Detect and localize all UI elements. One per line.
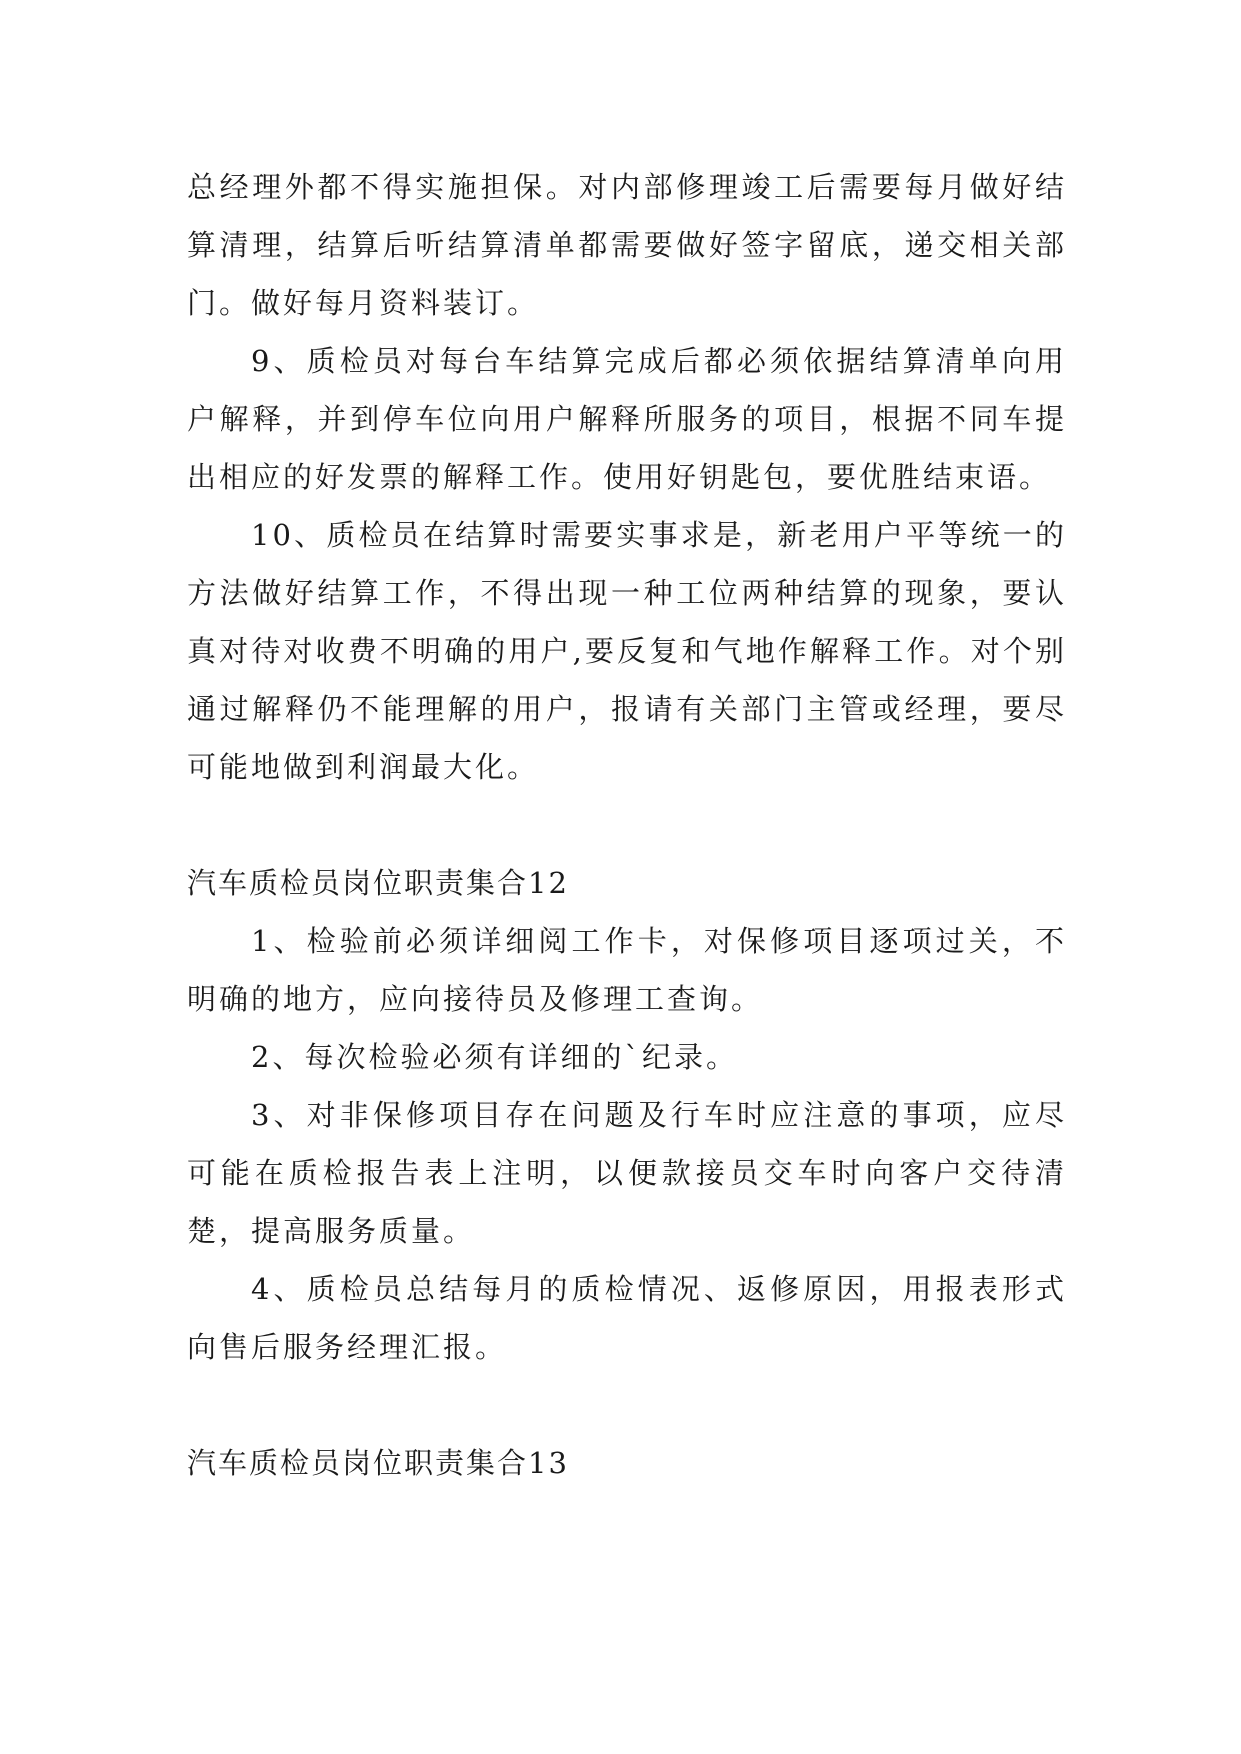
section-heading-13: 汽车质检员岗位职责集合13	[187, 1446, 569, 1480]
paragraph-item-10: 10、质检员在结算时需要实事求是，新老用户平等统一的方法做好结算工作，不得出现一种工位两种结算的现象，要认真对待对收费不明确的用户,要反复和气地作解释工作。对个别通过解释仍不能理解的用户，报请有关部门主管或经理，要尽可能地做到利润最大化。	[187, 518, 1067, 784]
paragraph-item-1: 1、检验前必须详细阅工作卡，对保修项目逐项过关，不明确的地方，应向接待员及修理工查询。	[187, 924, 1067, 1016]
paragraph-item-9: 9、质检员对每台车结算完成后都必须依据结算清单向用户解释，并到停车位向用户解释所服务的项目，根据不同车提出相应的好发票的解释工作。使用好钥匙包，要优胜结束语。	[187, 344, 1067, 494]
paragraph-continuation: 总经理外都不得实施担保。对内部修理竣工后需要每月做好结算清理，结算后听结算清单都需要做好签字留底，递交相关部门。做好每月资料装订。	[187, 170, 1067, 320]
paragraph-item-3: 3、对非保修项目存在问题及行车时应注意的事项，应尽可能在质检报告表上注明，以便款接员交车时向客户交待清楚，提高服务质量。	[187, 1098, 1067, 1248]
document-body	[187, 158, 1067, 1492]
paragraph-item-4: 4、质检员总结每月的质检情况、返修原因，用报表形式向售后服务经理汇报。	[187, 1272, 1067, 1364]
section-heading-12: 汽车质检员岗位职责集合12	[187, 866, 569, 900]
paragraph-item-2: 2、每次检验必须有详细的`纪录。	[251, 1040, 738, 1074]
